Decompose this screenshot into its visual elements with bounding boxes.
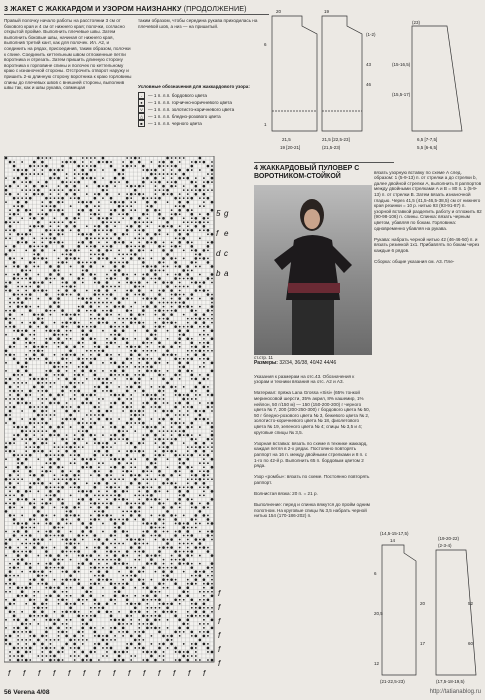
chart-label: f	[83, 669, 86, 678]
chart-label: f	[218, 603, 221, 612]
legend-item: — 1 п. л.п. бледно-розового цвета	[148, 113, 221, 119]
legend-row	[138, 99, 263, 106]
magazine-name: Verena 4/08	[13, 689, 50, 696]
scheme-label: 20	[420, 601, 426, 606]
scheme-label: (19-20-22)	[438, 536, 460, 541]
chart-label: d	[216, 249, 221, 258]
chart-label: f	[98, 669, 101, 678]
text-column-3	[254, 368, 370, 686]
chart-label: f	[8, 669, 11, 678]
legend-row	[138, 92, 263, 99]
scheme-label: (21-22,5-23)	[380, 679, 405, 684]
chart-label: e	[224, 229, 229, 238]
scheme-label: 21,5 [22,5-23]	[322, 137, 350, 142]
legend-item: — 1 п. л.п. бордового цвета	[148, 92, 207, 98]
legend-row	[138, 106, 263, 113]
scheme-label: 5,5 [6-6,5]	[417, 145, 438, 150]
model-photo	[254, 185, 372, 355]
footer-url[interactable]: http://tatianablog.ru	[429, 689, 481, 695]
scheme-label: 17	[420, 641, 426, 646]
photo-caption: ст.стр. 11	[254, 355, 274, 360]
scheme-label: 46	[366, 82, 372, 87]
chart-label: f	[173, 669, 176, 678]
section4-title	[254, 162, 394, 181]
scheme-label: 1	[264, 122, 267, 127]
scheme-label: (17,5-18-19,5)	[436, 679, 465, 684]
chart-label: f	[158, 669, 161, 678]
chart-label: f	[218, 589, 221, 598]
scheme-label: 12	[374, 661, 380, 666]
legend-row	[138, 120, 263, 127]
legend-symbol-icon: ●	[138, 99, 145, 106]
legend-symbol-icon: -	[138, 92, 145, 99]
jacket-labels	[264, 9, 437, 150]
scheme-label: 21,5	[282, 137, 291, 142]
chart-label: f	[38, 669, 41, 678]
sizes-values: 32/34, 36/38, 40/42 44/46	[279, 360, 337, 366]
scheme-label: 19 [20-21]	[280, 145, 301, 150]
chart-label: f	[203, 669, 206, 678]
chart-label: f	[218, 659, 221, 668]
scheme-label: (1-2)	[366, 32, 376, 37]
scheme-label: 6	[264, 42, 267, 47]
text-column-1	[4, 18, 132, 152]
chart-label: f	[113, 669, 116, 678]
chart-label: g	[224, 209, 229, 218]
scheme-label: 52	[468, 601, 474, 606]
scheme-label: 19	[324, 9, 330, 14]
chart-label: f	[53, 669, 56, 678]
chart-label: f	[188, 669, 191, 678]
chart-label: f	[143, 669, 146, 678]
legend-item: — 1 п. л.п. горчично-коричневого цвета	[148, 99, 232, 105]
sizes-label: Размеры:	[254, 360, 278, 366]
symbol-legend	[138, 84, 263, 127]
jacket-schematic	[262, 6, 482, 158]
section-header	[4, 4, 269, 15]
pullover-body-shape	[382, 545, 416, 675]
page-footer	[4, 689, 481, 696]
scheme-label: 20,5	[374, 611, 383, 616]
chart-label: f	[216, 229, 219, 238]
scheme-label: 6,5 [7-7,5]	[417, 137, 438, 142]
jacket-back-shape	[272, 16, 317, 131]
scheme-label: (14,5-15-17,5)	[380, 531, 409, 536]
pullover-outline	[382, 545, 476, 675]
legend-item: — 1 п. л.п. золотисто-коричневого цвета	[148, 106, 235, 112]
chart-label: f	[218, 645, 221, 654]
legend-row	[138, 113, 263, 120]
chart-label: f	[128, 669, 131, 678]
scheme-label: 6	[374, 571, 377, 576]
scheme-label: 43	[366, 62, 372, 67]
scheme-label: (15,5-17)	[392, 92, 411, 97]
col4-paragraph: вязать узорную вставку по схеме А след. образом: 1 (5-9-13) п. от стрелки а до стрелки b, далее двойной стрелки А, выполнить 8 раппортов между двойными стрелками А и В = 80 п. 1 (5-9-13) п. от стрелки В. Затем вязать изнаночной гладью. Через 41,5 (41,5-46,5-38,5) см от нижнего края резинки = 10 р. нитью 93 (93-91-87) п. узорной вставкой разделить работу и отложить 82 (90-98-106) п. спины. Спинка: вязать черным цветом, убавляя по бокам. Горловина: одновременно убавляя на рукава. Рукава: набрать черной нитью 42 (46-46-50) п. и вязать резинкой 1х1. Прибавлять по бокам через каждые 6 рядов. Сборка: общие указания см. А3. Пле-	[374, 169, 482, 265]
scheme-label: 60	[468, 641, 474, 646]
jacket-front-shape	[322, 16, 362, 131]
section-continued: (ПРОДОЛЖЕНИЕ)	[183, 4, 247, 13]
model-figure-icon	[254, 185, 372, 355]
legend-title: Условные обозначения для жаккардового узора:	[138, 84, 250, 89]
text-column-2	[138, 18, 263, 78]
chart-label: f	[218, 617, 221, 626]
section4-heading: ЖАККАРДОВЫЙ ПУЛОВЕР С ВОРОТНИКОМ-СТОЙКОЙ	[254, 165, 360, 180]
jacquard-chart	[4, 156, 234, 684]
chart-label: f	[218, 631, 221, 640]
chart-label: f	[23, 669, 26, 678]
legend-symbol-icon: △	[139, 114, 144, 119]
scheme-label: 20	[276, 9, 282, 14]
sizes-line	[254, 360, 336, 366]
pullover-sleeve-shape	[436, 550, 476, 675]
scheme-label: (2-3-4)	[438, 543, 452, 548]
jacket-sleeve-shape	[412, 26, 462, 131]
text-column-4	[374, 164, 482, 524]
pullover-labels	[374, 531, 474, 684]
col3-paragraph: Указания к размерам на отс.43. Обозначения к узорам и техники вязания на отс. А2 и А3. Материал: пряжа Lana Grossa «Sisi» (65% тонкой мериносовой шерсти, 35% акрил, 8% кашемир, 1% нейлон, 50 г/150 м) — 150 (150-200-200) г черного цвета № 7, 200 (200-250-300) г бордового цвета № 50, 50 г бледно-розового цвета № 3, бежевого цвета № 2, золотисто-коричневого цвета № 18, фиолетового цвета № 19, зеленого цвета № 4; спицы № 3,5 и 4; круговые спицы № 3,5. Узорная вставка: вязать по схеме в технике жаккард, каждая петля в 2-х рядах. Постоянно повторять раппорт на 16 п. между двойными стрелками и 8 п. с 1-го по 42-й р. Выполнить 65 п. бордовым цветом 2 ряда. Узор «ромбы»: вязать по схеме. Постоянно повторять раппорт. Волнистая вязка: 20 п. = 21 р. Выполнение: перед и спинка вяжутся до пройм одним полотном. На круговые спицы № 3,5 набрать черной нитью 154 (170-186-202) п.	[254, 373, 370, 519]
legend-symbol-icon: V	[138, 106, 145, 113]
legend-symbol-icon: ■	[138, 120, 145, 127]
footer-left	[4, 689, 49, 696]
chart-label: 5	[216, 209, 221, 218]
section-title: ЖАКЕТ С ЖАККАРДОМ И УЗОРОМ НАИЗНАНКУ	[10, 4, 182, 13]
col1-paragraph: Правый полочку начало работы на расстоянии 3 см от бокового края и 4 см от нижнего края; полочки, согласно открытой пройме. Выполнить плечевые швы. Затем выполнить боковые швы, начиная от нижнего края, выполнив третий кант, как для полочек. Ил. А2, и соединить на рядах, присоединив, таким образом, полочки к спине. Соединить кеттельным швом отложенные петли воротника и отрезать. Затем пришить длинную сторону воротника к горловине спины и полочек по кеттельному краю с изнаночной стороны. Отстрочить отворот наружу и пришить 2-ю длинную сторону воротника к краю горловины спины до плечевых швов с внешней стороны, выполнив швы так, как и швы рукава, совмещая	[4, 18, 132, 91]
scheme-label: (15-16,5)	[392, 62, 411, 67]
section4-number: 4	[254, 165, 258, 172]
chart-label: c	[224, 249, 228, 258]
scheme-label: 14	[390, 538, 396, 543]
legend-item: — 1 п. л.п. черного цвета	[148, 120, 202, 126]
col2-paragraph: таким образом, чтобы середина рукава приходилась на плечевой шов, а низ — на пришитый.	[138, 18, 258, 29]
pullover-schematic	[374, 525, 484, 687]
page-number: 56	[4, 689, 12, 696]
scheme-label: (23)	[412, 20, 421, 25]
chart-label: a	[224, 269, 229, 278]
chart-label: b	[216, 269, 221, 278]
chart-label: f	[68, 669, 71, 678]
scheme-label: (21,5-23)	[322, 145, 341, 150]
section-number: 3	[4, 4, 9, 13]
